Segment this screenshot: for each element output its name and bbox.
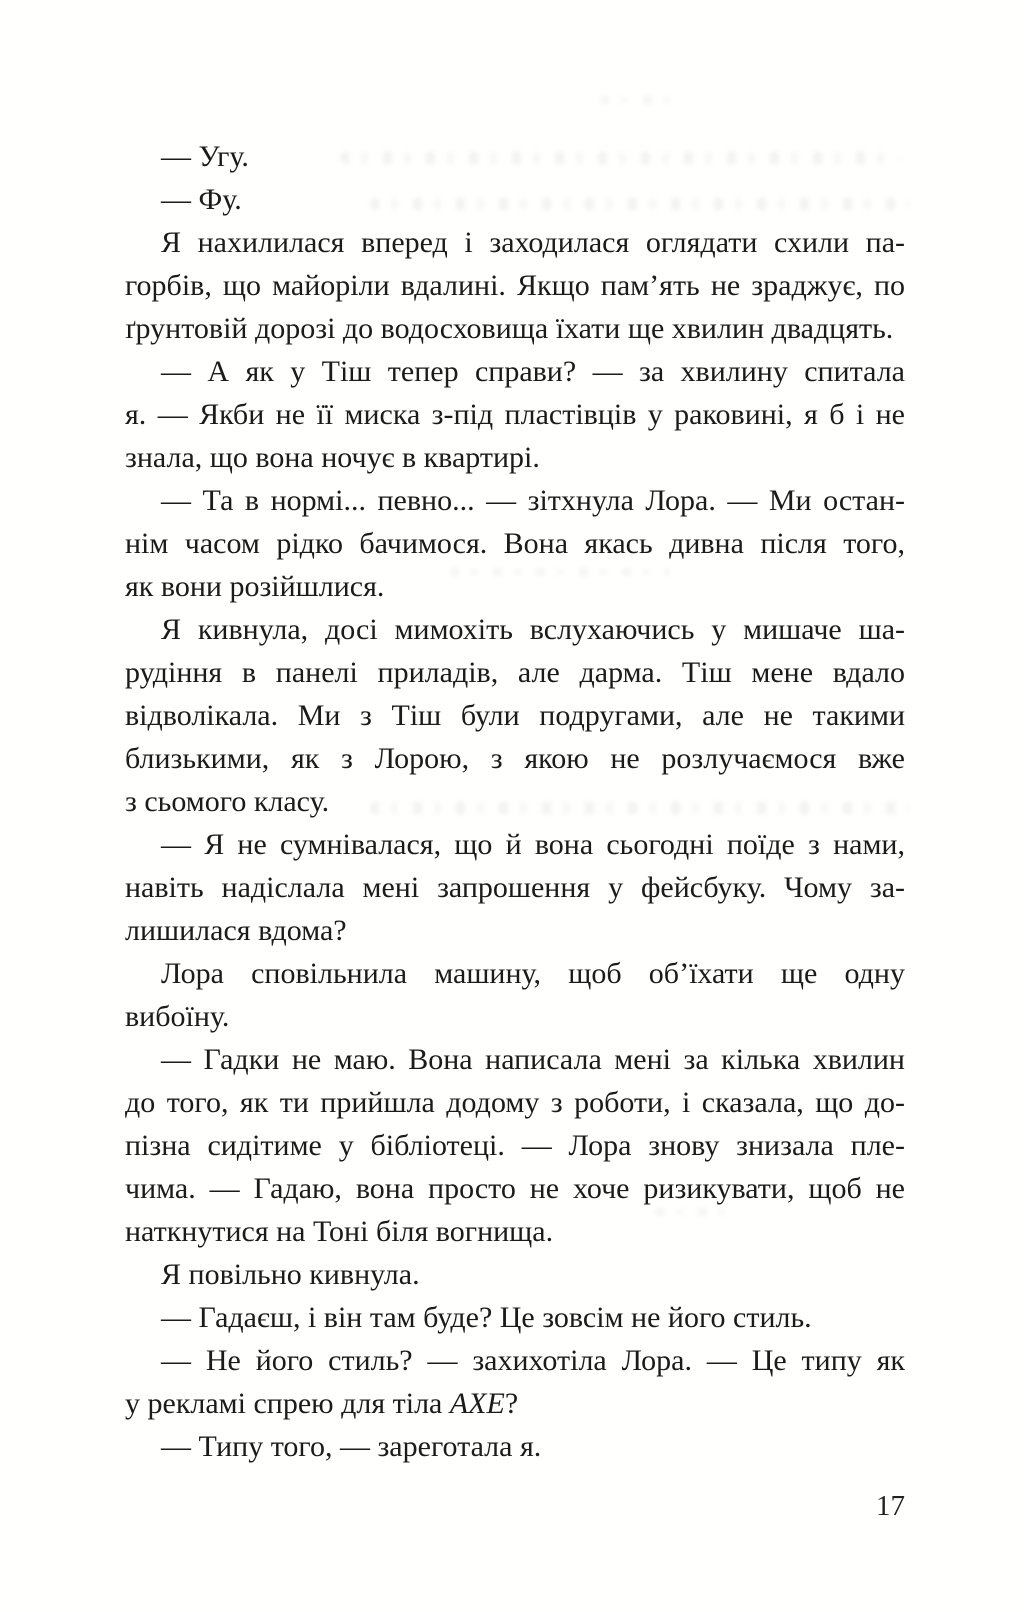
text-line (125, 221, 905, 264)
scan-artifact (600, 96, 670, 104)
text-line (125, 1167, 905, 1210)
text-segment: чима. — Гадаю, вона просто не хоче ризикувати, щоб не (125, 1172, 905, 1205)
text-line (125, 350, 905, 393)
text-segment: лишилася вдома? (125, 914, 347, 947)
text-line (125, 264, 905, 307)
text-line (125, 436, 905, 479)
text-segment: рудіння в панелі приладів, але дарма. Тіш мене вдало (125, 656, 905, 689)
text-segment: — Фу. (161, 183, 242, 216)
paragraph (125, 135, 905, 178)
text-segment: нім часом рідко бачимося. Вона якась дивна після того, (125, 527, 905, 560)
text-segment: Я кивнула, досі мимохіть вслухаючись у мишаче ша- (161, 613, 905, 646)
text-line (125, 522, 905, 565)
text-segment: навіть надіслала мені запрошення у фейсбуку. Чому за- (125, 871, 905, 904)
paragraph (125, 1253, 905, 1296)
text-line (125, 1296, 905, 1339)
text-line (125, 651, 905, 694)
paragraph (125, 1296, 905, 1339)
paragraph (125, 952, 905, 1038)
text-segment: горбів, що майоріли вдалині. Якщо пам’ять не зраджує, по (125, 269, 905, 302)
text-segment: — Я не сумнівалася, що й вона сьогодні поїде з нами, (161, 828, 905, 861)
paragraph (125, 823, 905, 952)
text-line (125, 1038, 905, 1081)
paragraph (125, 178, 905, 221)
text-line (125, 479, 905, 522)
text-line (125, 1124, 905, 1167)
page-text (125, 135, 905, 1468)
text-segment: я. — Якби не її миска з-під пластівців у раковині, я б і не (125, 398, 905, 431)
text-segment: — Гадки не маю. Вона написала мені за кілька хвилин (161, 1043, 905, 1076)
text-segment: — Угу. (161, 140, 249, 173)
text-line (125, 866, 905, 909)
text-line (125, 135, 905, 178)
text-segment: знала, що вона ночує в квартирі. (125, 441, 540, 474)
paragraph (125, 1425, 905, 1468)
text-line (125, 307, 905, 350)
text-line (125, 737, 905, 780)
text-line (125, 995, 905, 1038)
text-line (125, 1339, 905, 1382)
text-segment: близькими, як з Лорою, з якою не розлучаємося вже (125, 742, 905, 775)
text-line (125, 823, 905, 866)
paragraph (125, 221, 905, 350)
paragraph (125, 479, 905, 608)
text-segment: ? (504, 1387, 519, 1420)
text-line (125, 178, 905, 221)
text-segment: як вони розійшлися. (125, 570, 385, 603)
text-segment: — Не його стиль? — захихотіла Лора. — Це типу як (161, 1344, 905, 1377)
text-line (125, 565, 905, 608)
text-segment: вибоїну. (125, 1000, 230, 1033)
page-number: 17 (876, 1490, 905, 1522)
text-line (125, 1081, 905, 1124)
text-line (125, 1382, 905, 1425)
text-segment: Лора сповільнила машину, щоб об’їхати ще одну (161, 957, 905, 990)
text-segment: з сьомого класу. (125, 785, 330, 818)
text-segment: пізна сидітиме у бібліотеці. — Лора знову знизала пле- (125, 1129, 905, 1162)
text-line (125, 694, 905, 737)
text-segment: наткнутися на Тоні біля вогнища. (125, 1215, 554, 1248)
text-segment: у рекламі спрею для тіла (125, 1387, 450, 1420)
text-line (125, 909, 905, 952)
text-segment: Я повільно кивнула. (161, 1258, 420, 1291)
paragraph (125, 350, 905, 479)
text-line (125, 952, 905, 995)
paragraph (125, 1339, 905, 1425)
text-segment: Я нахилилася вперед і заходилася оглядати схили па- (161, 226, 905, 259)
text-line (125, 780, 905, 823)
text-line (125, 1425, 905, 1468)
text-segment: до того, як ти прийшла додому з роботи, і сказала, що до- (125, 1086, 905, 1119)
text-segment: відволікала. Ми з Тіш були подругами, але не такими (125, 699, 905, 732)
text-line (125, 393, 905, 436)
text-segment: — А як у Тіш тепер справи? — за хвилину спитала (161, 355, 905, 388)
text-segment: — Та в нормі... певно... — зітхнула Лора. — Ми остан- (161, 484, 905, 517)
text-line (125, 608, 905, 651)
text-line (125, 1253, 905, 1296)
text-segment: ґрунтовій дорозі до водосховища їхати ще хвилин двадцять. (125, 312, 894, 345)
text-line (125, 1210, 905, 1253)
brand-name-italic: AXE (449, 1387, 505, 1420)
text-segment: — Гадаєш, і він там буде? Це зовсім не його стиль. (161, 1301, 812, 1334)
text-segment: — Типу того, — зареготала я. (161, 1430, 542, 1463)
paragraph (125, 608, 905, 823)
paragraph (125, 1038, 905, 1253)
